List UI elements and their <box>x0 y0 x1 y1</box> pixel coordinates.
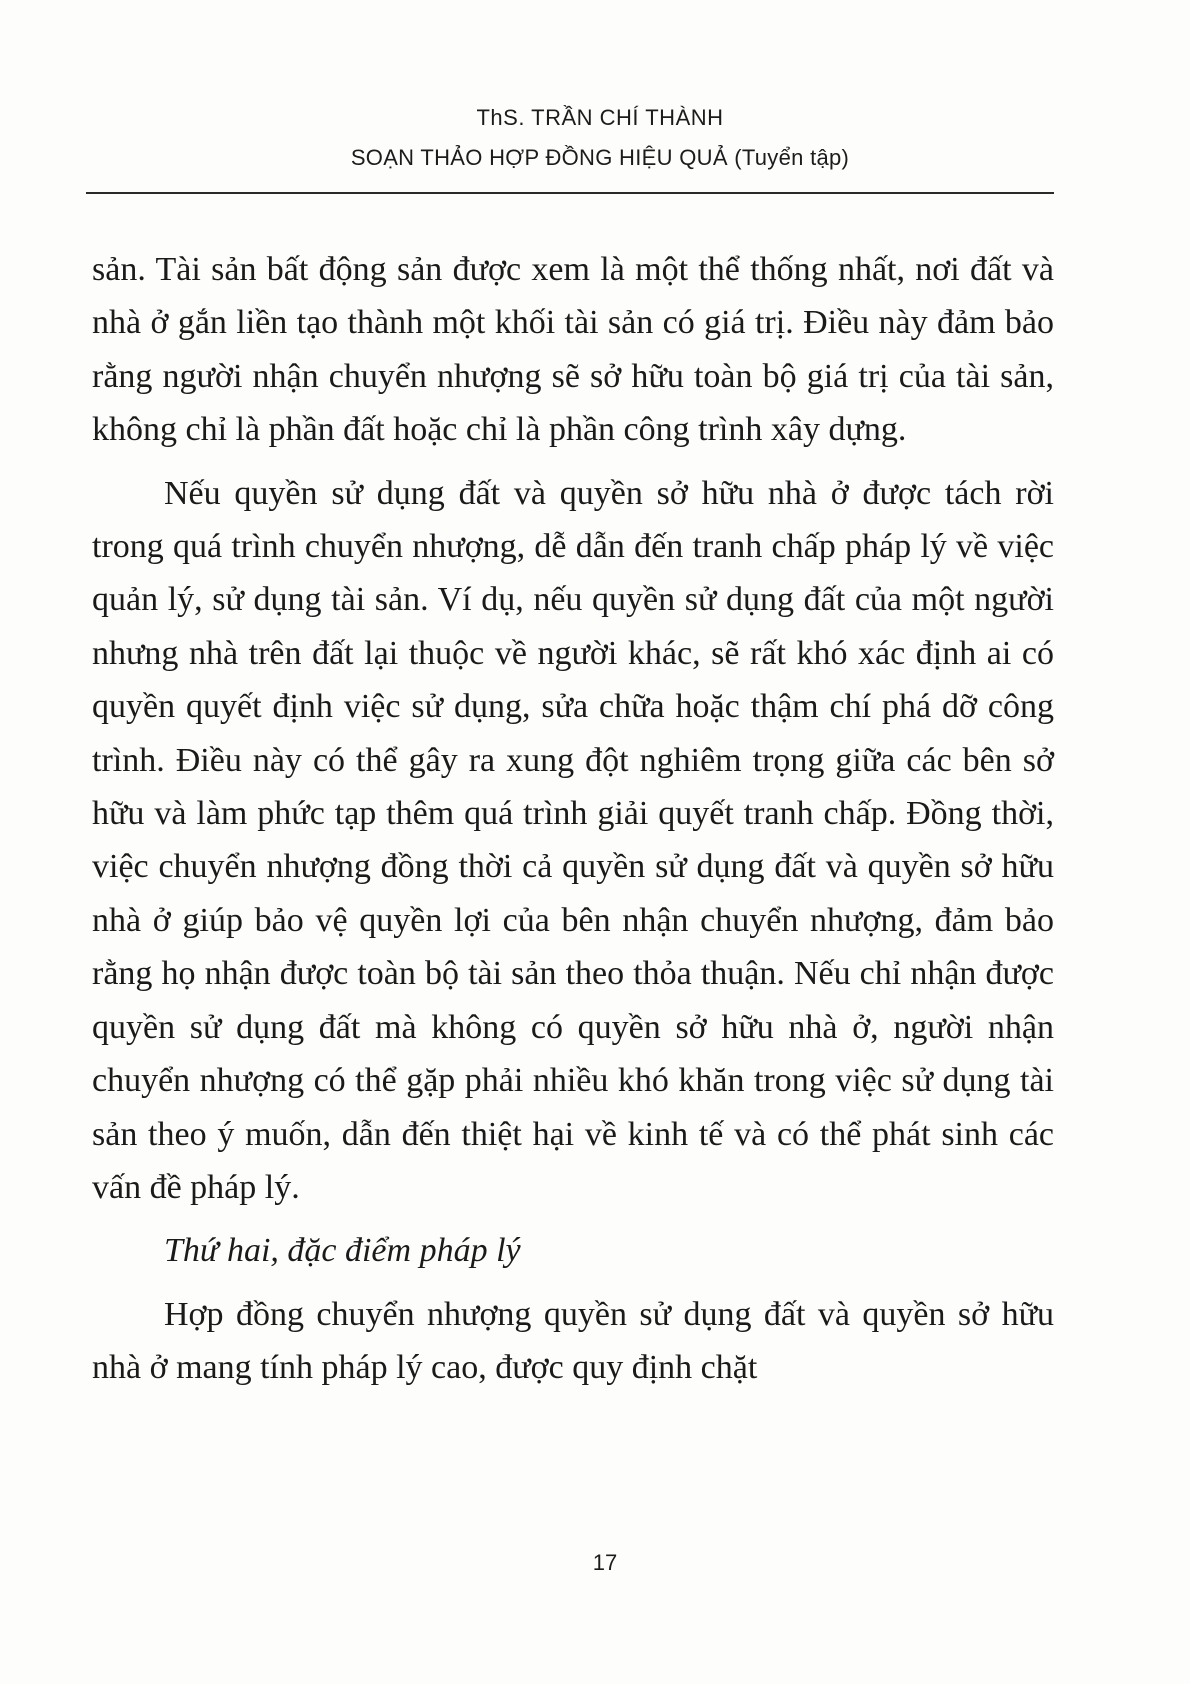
paragraph-continued: sản. Tài sản bất động sản được xem là một thể thống nhất, nơi đất và nhà ở gắn liền tạo thành một khối tài sản có giá trị. Điều này đảm bảo rằng người nhận chuyển nhượng sẽ sở hữu toàn bộ giá trị của tài sản, không chỉ là phần đất hoặc chỉ là phần công trình xây dựng. <box>92 251 1054 449</box>
header-divider <box>86 192 1054 194</box>
header-book-title: SOẠN THẢO HỢP ĐỒNG HIỆU QUẢ (Tuyển tập) <box>350 145 850 170</box>
running-header <box>0 103 1190 173</box>
paragraph: Nếu quyền sử dụng đất và quyền sở hữu nhà ở được tách rời trong quá trình chuyển nhượng, dễ dẫn đến tranh chấp pháp lý về việc quản lý, sử dụng tài sản. Ví dụ, nếu quyền sử dụng đất của một người nhưng nhà trên đất lại thuộc về người khác, sẽ rất khó xác định ai có quyền quyết định việc sử dụng, sửa chữa hoặc thậm chí phá dỡ công trình. Điều này có thể gây ra xung đột nghiêm trọng giữa các bên sở hữu và làm phức tạp thêm quá trình giải quyết tranh chấp. Đồng thời, việc chuyển nhượng đồng thời cả quyền sử dụng đất và quyền sở hữu nhà ở giúp bảo vệ quyền lợi của bên nhận chuyển nhượng, đảm bảo rằng họ nhận được toàn bộ tài sản theo thỏa thuận. Nếu chỉ nhận được quyền sử dụng đất mà không có quyền sở hữu nhà ở, người nhận chuyển nhượng có thể gặp phải nhiều khó khăn trong việc sử dụng tài sản theo ý muốn, dẫn đến thiệt hại về kinh tế và có thể phát sinh các vấn đề pháp lý. <box>92 474 1054 1206</box>
page-body <box>92 243 1054 1395</box>
header-author: ThS. TRẦN CHÍ THÀNH <box>476 105 724 130</box>
paragraph: Hợp đồng chuyển nhượng quyền sử dụng đất và quyền sở hữu nhà ở mang tính pháp lý cao, được quy định chặt <box>92 1295 1054 1387</box>
page-number: 17 <box>592 1550 618 1575</box>
section-heading: Thứ hai, đặc điểm pháp lý <box>164 1232 521 1270</box>
